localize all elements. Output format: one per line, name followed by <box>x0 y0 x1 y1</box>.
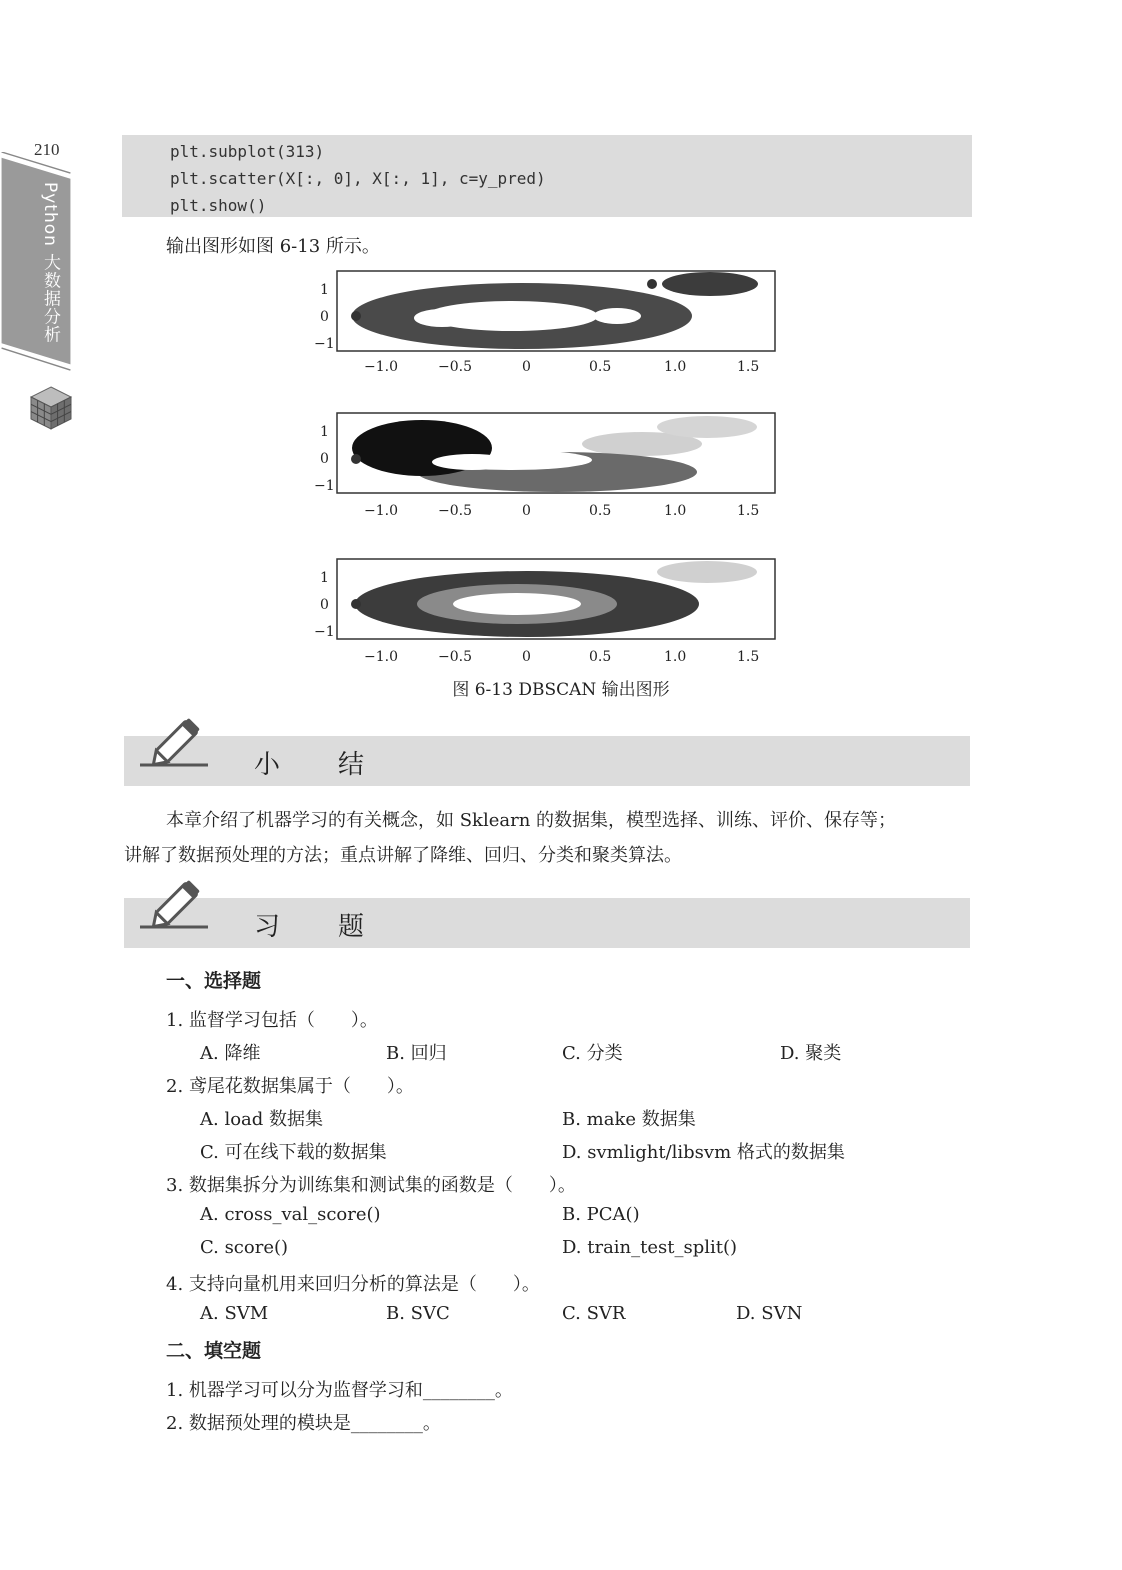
option: A. cross_val_score() <box>200 1204 381 1225</box>
rubiks-cube-icon <box>28 385 74 431</box>
question-stem: 4. 支持向量机用来回归分析的算法是（ ）。 <box>166 1274 540 1295</box>
option: C. 可在线下载的数据集 <box>200 1142 387 1163</box>
svg-text:0.5: 0.5 <box>589 649 612 665</box>
svg-text:−1: −1 <box>314 478 335 494</box>
svg-text:1: 1 <box>320 570 329 586</box>
svg-text:1: 1 <box>320 282 329 298</box>
option: B. PCA() <box>562 1204 640 1225</box>
section-header-exercises <box>124 898 970 948</box>
scatter-chart-3 <box>312 556 792 671</box>
svg-text:1: 1 <box>320 424 329 440</box>
svg-text:−1.0: −1.0 <box>364 503 398 519</box>
summary-paragraph-line1: 本章介绍了机器学习的有关概念，如 Sklearn 的数据集，模型选择、训练、评价、保存等； <box>166 810 897 831</box>
svg-text:0: 0 <box>522 359 531 375</box>
svg-text:−1: −1 <box>314 624 335 640</box>
pencil-icon <box>136 874 216 932</box>
intro-text: 输出图形如图 6-13 所示。 <box>166 236 380 257</box>
svg-text:0: 0 <box>522 503 531 519</box>
fill-question: 1. 机器学习可以分为监督学习和________。 <box>166 1380 513 1401</box>
question-stem: 2. 鸢尾花数据集属于（ ）。 <box>166 1076 414 1097</box>
svg-text:0.5: 0.5 <box>589 359 612 375</box>
fill-question: 2. 数据预处理的模块是________。 <box>166 1413 441 1434</box>
option: A. 降维 <box>200 1043 261 1064</box>
code-line: plt.subplot(313) <box>170 142 325 161</box>
svg-text:1.5: 1.5 <box>737 649 760 665</box>
question-stem: 1. 监督学习包括（ ）。 <box>166 1010 378 1031</box>
scatter-chart-1 <box>312 268 792 383</box>
section-header-summary <box>124 736 970 786</box>
svg-text:1.0: 1.0 <box>664 649 687 665</box>
svg-text:−1.0: −1.0 <box>364 649 398 665</box>
option: D. svmlight/libsvm 格式的数据集 <box>562 1142 845 1163</box>
option: C. 分类 <box>562 1043 623 1064</box>
option: C. SVR <box>562 1303 626 1324</box>
option: D. 聚类 <box>780 1043 842 1064</box>
svg-text:0: 0 <box>320 309 329 325</box>
page-number: 210 <box>34 140 60 159</box>
option: B. SVC <box>386 1303 450 1324</box>
svg-text:−1: −1 <box>314 336 335 352</box>
scatter-chart-2 <box>312 410 792 525</box>
svg-text:0: 0 <box>320 451 329 467</box>
option: B. make 数据集 <box>562 1109 696 1130</box>
option: D. train_test_split() <box>562 1237 738 1258</box>
svg-text:−1.0: −1.0 <box>364 359 398 375</box>
summary-paragraph-line2: 讲解了数据预处理的方法；重点讲解了降维、回归、分类和聚类算法。 <box>124 845 682 866</box>
svg-text:1.0: 1.0 <box>664 503 687 519</box>
option: C. score() <box>200 1237 289 1258</box>
svg-text:−0.5: −0.5 <box>438 503 472 519</box>
svg-text:0: 0 <box>320 597 329 613</box>
side-title: Python 大数据分析 <box>40 182 60 344</box>
option: B. 回归 <box>386 1043 447 1064</box>
section-title-summary: 小结 <box>254 750 423 780</box>
figure-caption: 图 6-13 DBSCAN 输出图形 <box>452 680 670 700</box>
code-line: plt.show() <box>170 196 267 215</box>
question-stem: 3. 数据集拆分为训练集和测试集的函数是（ ）。 <box>166 1175 576 1196</box>
svg-text:1.0: 1.0 <box>664 359 687 375</box>
svg-text:0.5: 0.5 <box>589 503 612 519</box>
option: D. SVN <box>736 1303 803 1324</box>
svg-text:1.5: 1.5 <box>737 503 760 519</box>
option: A. load 数据集 <box>200 1109 324 1130</box>
option: A. SVM <box>200 1303 269 1324</box>
code-line: plt.scatter(X[:, 0], X[:, 1], c=y_pred) <box>170 169 546 188</box>
svg-text:0: 0 <box>522 649 531 665</box>
code-block <box>122 135 972 217</box>
part2-title: 二、填空题 <box>166 1340 262 1362</box>
svg-text:−0.5: −0.5 <box>438 649 472 665</box>
svg-text:1.5: 1.5 <box>737 359 760 375</box>
section-title-exercises: 习题 <box>254 912 423 942</box>
svg-text:−0.5: −0.5 <box>438 359 472 375</box>
part1-title: 一、选择题 <box>166 970 262 992</box>
pencil-icon <box>136 712 216 770</box>
